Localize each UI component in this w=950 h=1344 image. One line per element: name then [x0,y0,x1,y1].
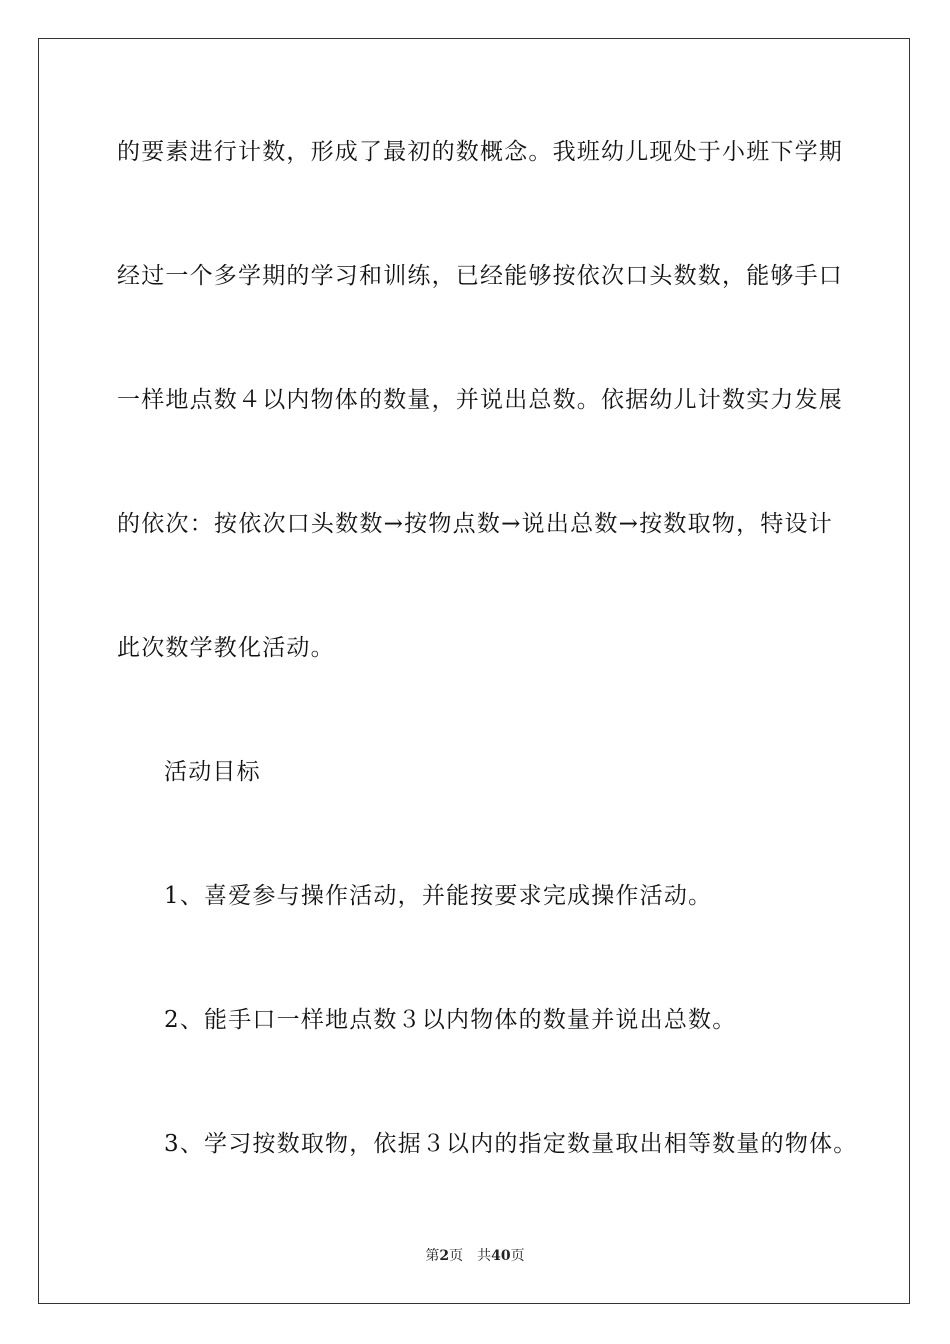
page-number: 2 [439,1248,450,1264]
paragraph-line-2: 经过一个多学期的学习和训练，已经能够按依次口头数数，能够手口 [117,263,843,289]
total-pages: 40 [491,1248,511,1264]
page-footer [0,1247,950,1265]
paragraph-line-5: 此次数学教化活动。 [117,635,335,661]
paragraph-line-3: 一样地点数４以内物体的数量，并说出总数。依据幼儿计数实力发展 [117,387,843,413]
paragraph-line-4: 的依次：按依次口头数数→按物点数→说出总数→按数取物，特设计 [117,511,833,537]
paragraph-line-1: 的要素进行计数，形成了最初的数概念。我班幼儿现处于小班下学期 [117,139,843,165]
page-border [38,38,910,1304]
page-suffix: 页 [449,1248,464,1264]
goal-item-3: 3、学习按数取物，依据３以内的指定数量取出相等数量的物体。 [164,1131,858,1157]
section-heading: 活动目标 [164,759,261,785]
goal-item-2: 2、能手口一样地点数３以内物体的数量并说出总数。 [164,1007,737,1033]
total-prefix: 共 [477,1248,492,1264]
goal-item-1: 1、喜爱参与操作活动，并能按要求完成操作活动。 [164,883,713,909]
total-suffix: 页 [510,1248,525,1264]
page-prefix: 第 [425,1248,440,1264]
